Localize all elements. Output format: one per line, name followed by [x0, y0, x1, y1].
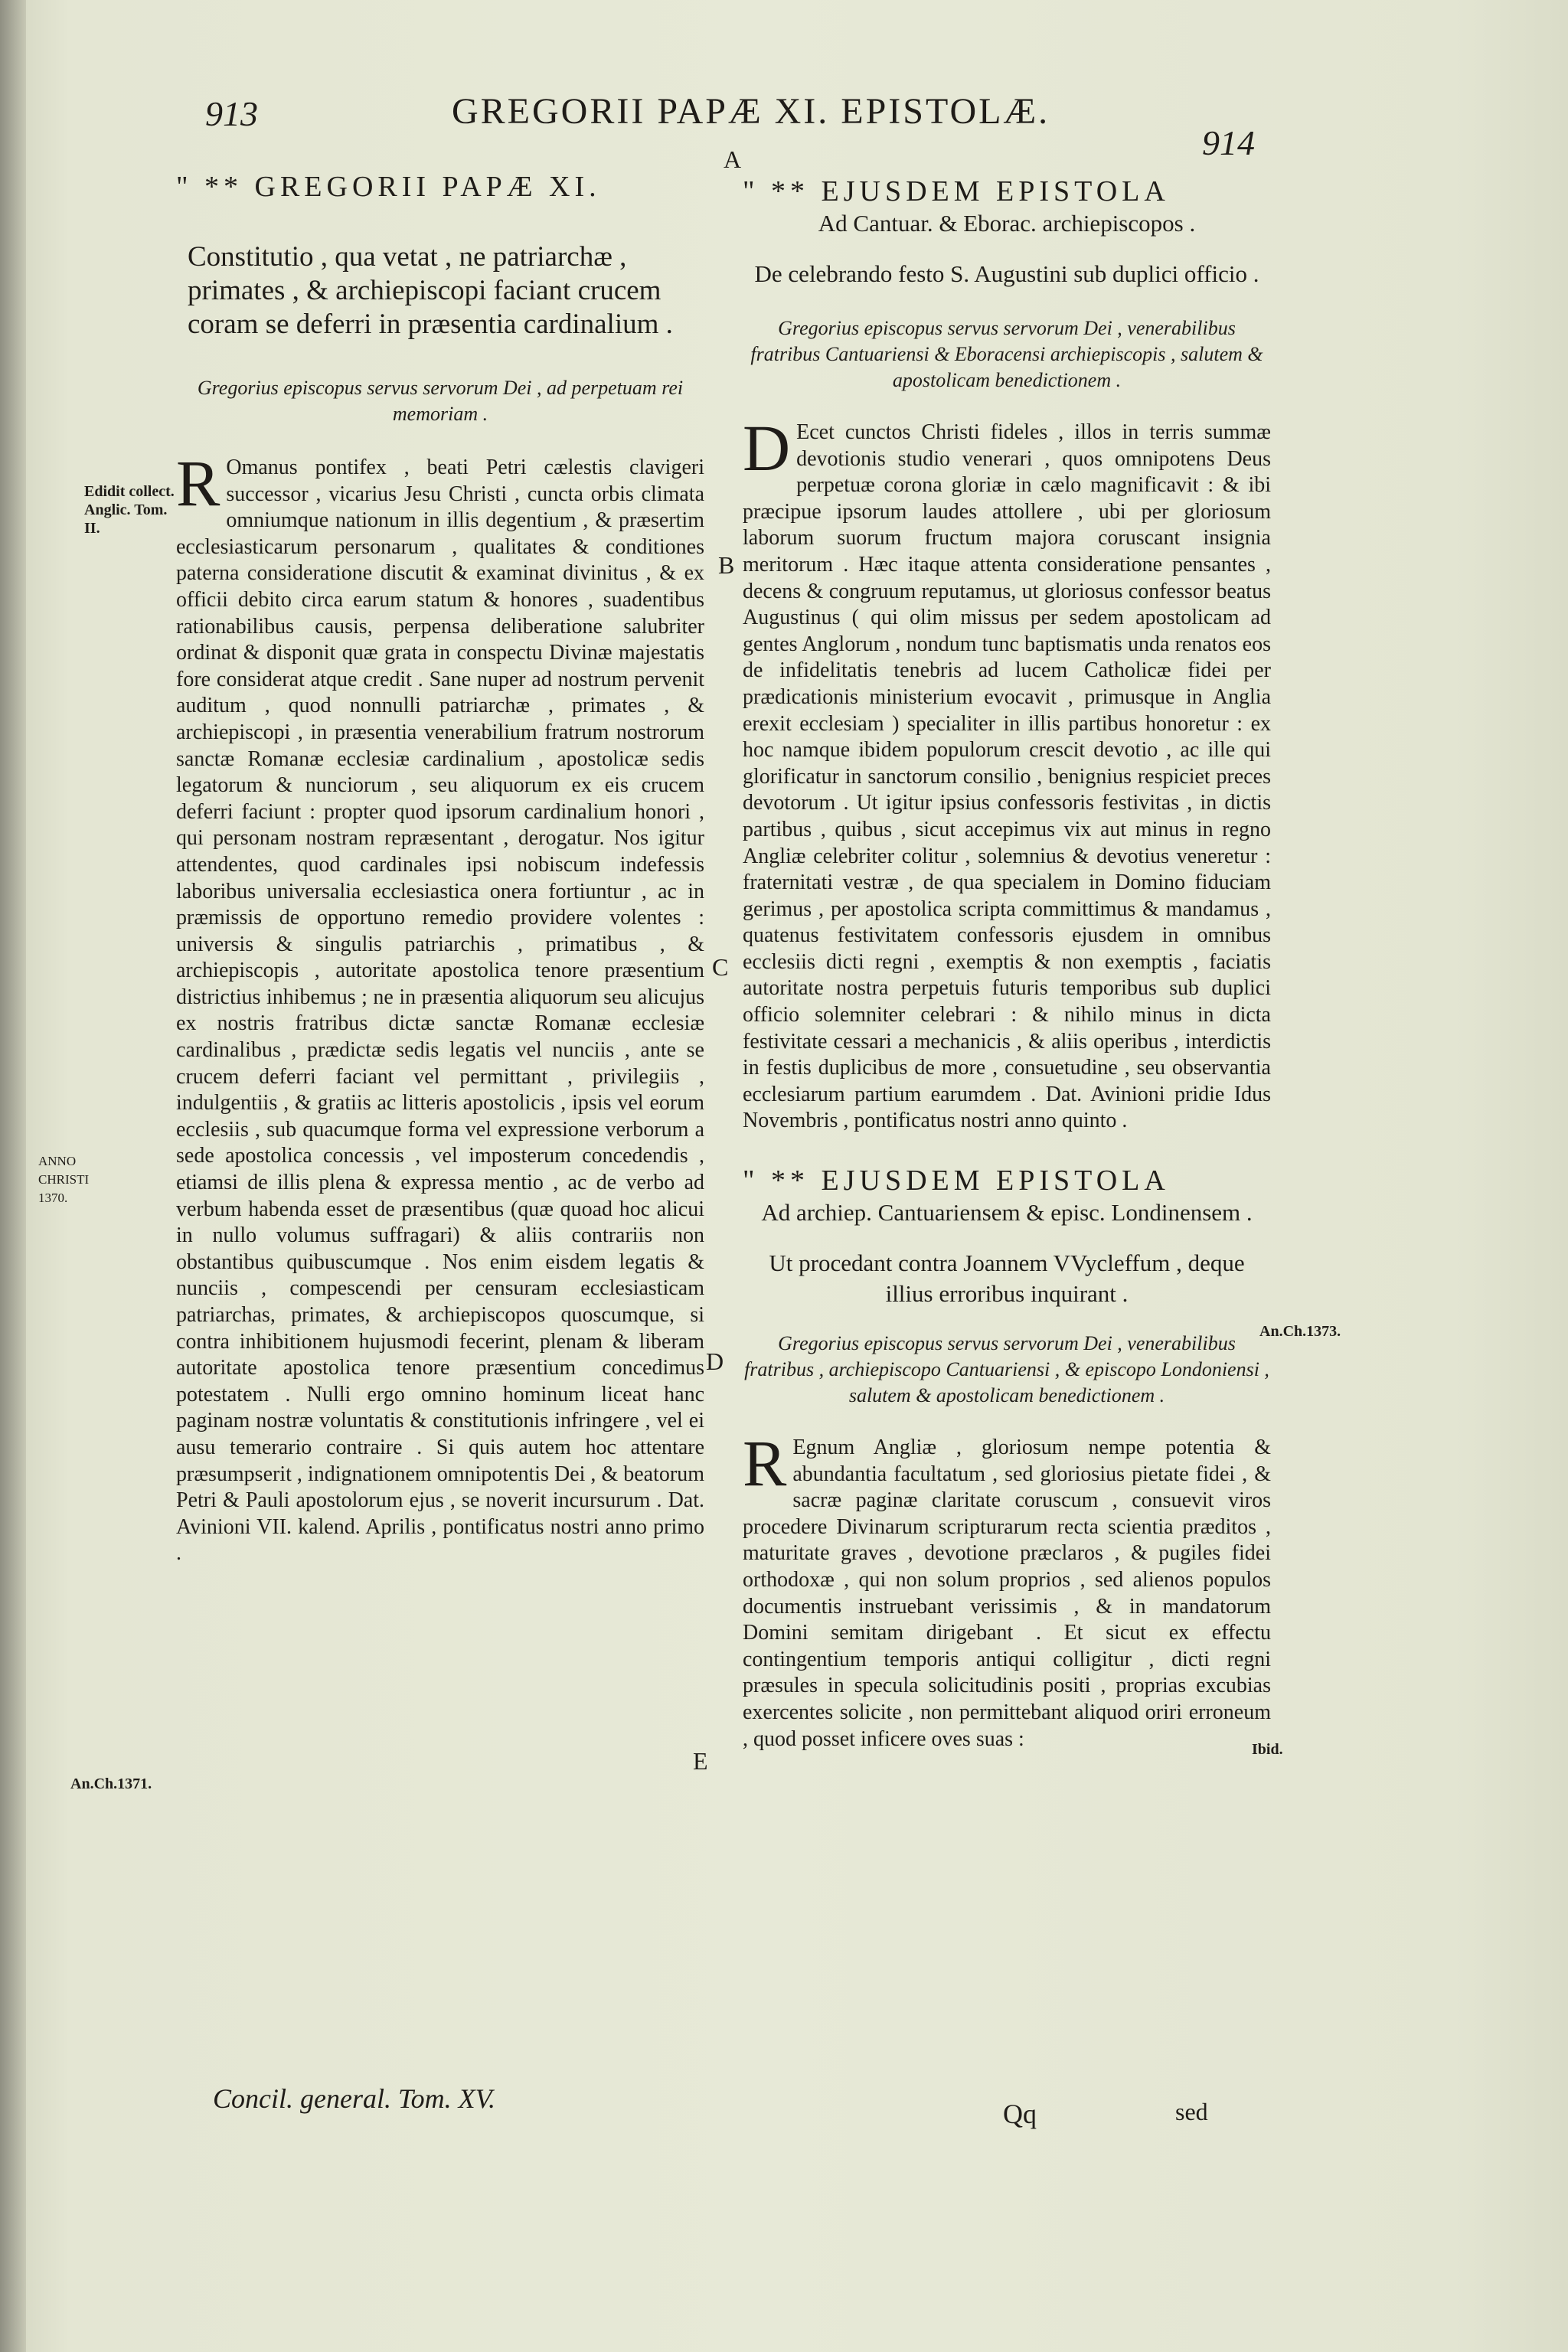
left-salutation: Gregorius episcopus servus servorum Dei , ad perpetuam rei memoriam . [197, 377, 684, 425]
margin-note-1373: An.Ch.1373. [1259, 1323, 1341, 1340]
margin-note-edidit: Edidit collect. Anglic. Tom. II. [84, 483, 175, 537]
constitution-title: Constitutio , qua vetat , ne patriarchæ , primates , & archiepiscopi faciant crucem coram se deferri in præsentia cardinalium . [188, 241, 673, 340]
epistle2-subject: Ut procedant contra Joannem VVycleffum , deque illius erroribus inquirant . [769, 1250, 1245, 1308]
right-column [743, 175, 1271, 1753]
section-letter-d: D [706, 1348, 724, 1375]
left-column [176, 170, 704, 1567]
epistle1-address: Ad Cantuar. & Eborac. archiepiscopos . [818, 210, 1196, 237]
section-letter-a: A [724, 145, 742, 173]
epistle2-salutation: Gregorius episcopus servus servorum Dei , venerabilibus fratribus , archiepiscopo Cantuariensi , & episcopo Londoniensi , salutem & apostolicam benedictionem . [744, 1332, 1269, 1407]
epistle1-subject: De celebrando festo S. Augustini sub duplici officio . [754, 260, 1259, 287]
epistle2-body-text [743, 1426, 1271, 1753]
epistle1-body-text [743, 411, 1271, 1135]
running-title: GREGORII PAPÆ XI. EPISTOLÆ. [452, 91, 1050, 132]
volume-footer: Concil. general. Tom. XV. [213, 2083, 496, 2114]
left-body-content: Omanus pontifex , beati Petri cælestis clavigeri successor , vicarius Jesu Christi , cuncta orbis climata omniumque nationum in illis degentium , & præsertim ecclesiasticarum personarum , qualitates & conditiones paterna consideratione discutit & examinat divinitus , & ex officii debito circa earum statum & honores , suadentibus rationabilibus causis, perpensa deliberatione salubriter ordinat & disponit quæ grata in conspectu Divinæ majestatis fore considerat atque credit . Sane nuper ad nostrum pervenit auditum , quod nonnulli patriarchæ , primates , & archiepiscopi , in præsentia venerabilium fratrum nostrorum sanctæ Romanæ ecclesiæ cardinalium , apostolicæ sedis legatorum & nunciorum , seu aliquorum ex eis crucem deferri faciunt : propter quod ipsorum cardinalium honori , qui personam nostram repræsentant , derogatur. Nos igitur attendentes, quod cardinales ipsi nobiscum indefessis laboribus universalia ecclesiastica onera fortiuntur , ac in præmissis de opportuno remedio providere volentes : universis & singulis patriarchis , primatibus , & archiepiscopis , autoritate apostolica tenore præsentium districtius inhibemus ; ne in præsentia aliquorum seu alicujus ex nostris fratribus dictæ sanctæ Romanæ ecclesiæ cardinalibus , prædictæ sedis legatis vel nunciis , ante se crucem deferri faciant vel permittant , privilegiis , indulgentiis , & gratiis ac litteris apostolicis , ipsis vel eorum ecclesiis , sub quacumque forma vel expressione verborum a sede apostolica concessis , vel imposterum concedendis , etiamsi de illis plena & expressa mentio , ac de verbo ad verbum habenda esset de præsentibus (quæ quoad hoc alicui in nullo volumus suffragari) & aliis contrariis non obstantibus quibuscumque . Nos enim eisdem legatis & nunciis , compescendi per censuram ecclesiasticam patriarchas, primates, & archiepiscopos quoscumque, si contra inhibitionem hujusmodi fecerint, plenam & liberam autoritate apostolica tenore præsentium concedimus potestatem . Nulli ergo omnino hominum liceat hanc paginam nostræ voluntatis & constitutionis infringere , vel ei ausu temerario contraire . Si quis autem hoc attentare præsumpserit , indignationem omnipotentis Dei , & beatorum Petri & Pauli apostolorum ejus , se noverit incursurum . Dat. Avinioni VII. kalend. Aprilis , pontificatus nostri anno primo . [176, 456, 704, 1566]
epistle2-body-content: Egnum Angliæ , gloriosum nempe potentia & abundantia facultatum , sed gloriosius pietate fidei , & sacræ paginæ claritate coruscum , consuevit viros procedere Divinarum scripturarum recta scientia præditos , maturitate graves , devotione præclaros , & pugiles fidei orthodoxæ , qui non solum proprios , sed alienos populos documentis instruebant verissimis , & in mandatorum Domini semitam dirigebant . Et sicut ex effectu contingentium temporis antiqui colligitur , dicti regni præsules in specula solicitudinis positi , proprias excubias exercentes solicite , non permittebant aliquod oriri erroneum , quod posset inficere oves suas : [743, 1436, 1271, 1751]
section-letter-b: B [718, 551, 735, 579]
page-number-left: 913 [205, 94, 258, 133]
dropcap-r2: R [743, 1426, 787, 1501]
section-letter-c: C [712, 953, 729, 981]
epistle1-body-content: Ecet cunctos Christi fideles , illos in terris summæ devotionis studio venerari , quos omnipotens Deus perpetuæ corona gloriæ in cælo magnificavit : & ibi præcipue ipsorum laudes attollere , ubi per gloriosum laborum suorum fructum majora coruscant insignia meritorum . Hæc itaque attenta consideratione pensantes , decens & congruum reputamus, ut gloriosus confessor beatus Augustinus ( qui olim missus per sedem apostolicam ad gentes Anglorum , nondum tunc baptismatis unda renatos eos de infidelitatis tenebris ad lucem Catholicæ fidei per prædicationis ministerium evocavit , primusque in Anglia erexit ecclesiam ) specialiter in illis partibus honoretur : ex hoc namque ibidem populorum crescit devotio , ac ille qui glorificatur in sanctorum consilio , benignius respiciet preces devotorum . Ut igitur ipsius confessoris festivitas , in dictis partibus , quibus , sicut accepimus vix aut minus in regno Angliæ celebriter colitur , solemnius & devotius veneretur : fraternitati vestræ , de qua specialem in Domino fiduciam gerimus , per apostolica scripta committimus & mandamus , quatenus festivitatem confessoris ejusdem in omnibus ecclesiis dicti regni , exemptis & non exemptis , faciatis autoritate nostra perpetuis futuris temporibus sub duplici officio solemniter celebrari : & nihilo minus in dicta festivitate cessari a mechanicis , & aliis operibus , interdictis in festis duplicibus de more , consuetudine , seu observantia ecclesiarum partium earumdem . Dat. Avinioni pridie Idus Novembris , pontificatus nostri anno quinto . [743, 420, 1271, 1133]
epistle2-title: " ** EJUSDEM EPISTOLA [743, 1165, 1170, 1197]
dropcap-d: D [743, 411, 791, 485]
section-letter-e: E [693, 1747, 708, 1775]
dropcap-r: R [176, 446, 220, 520]
epistle1-salutation: Gregorius episcopus servus servorum Dei , venerabilibus fratribus Cantuariensi & Eboracensi archiepiscopis , salutem & apostolicam benedictionem . [750, 317, 1263, 391]
epistle2-address: Ad archiep. Cantuariensem & episc. Londinensem . [761, 1199, 1253, 1227]
margin-note-anno-christi: ANNO CHRISTI 1370. [38, 1154, 90, 1205]
signature-mark: Qq [1003, 2099, 1037, 2129]
catchword: sed [1175, 2098, 1208, 2125]
left-body-text [176, 446, 704, 1567]
margin-note-ibid: Ibid. [1252, 1741, 1283, 1758]
left-epistle-title: " ** GREGORII PAPÆ XI. [176, 171, 601, 203]
margin-note-1371: An.Ch.1371. [70, 1775, 152, 1792]
facing-page-edge [0, 0, 26, 2352]
epistle1-title: " ** EJUSDEM EPISTOLA [743, 175, 1170, 207]
page-number-right: 914 [1202, 123, 1255, 162]
